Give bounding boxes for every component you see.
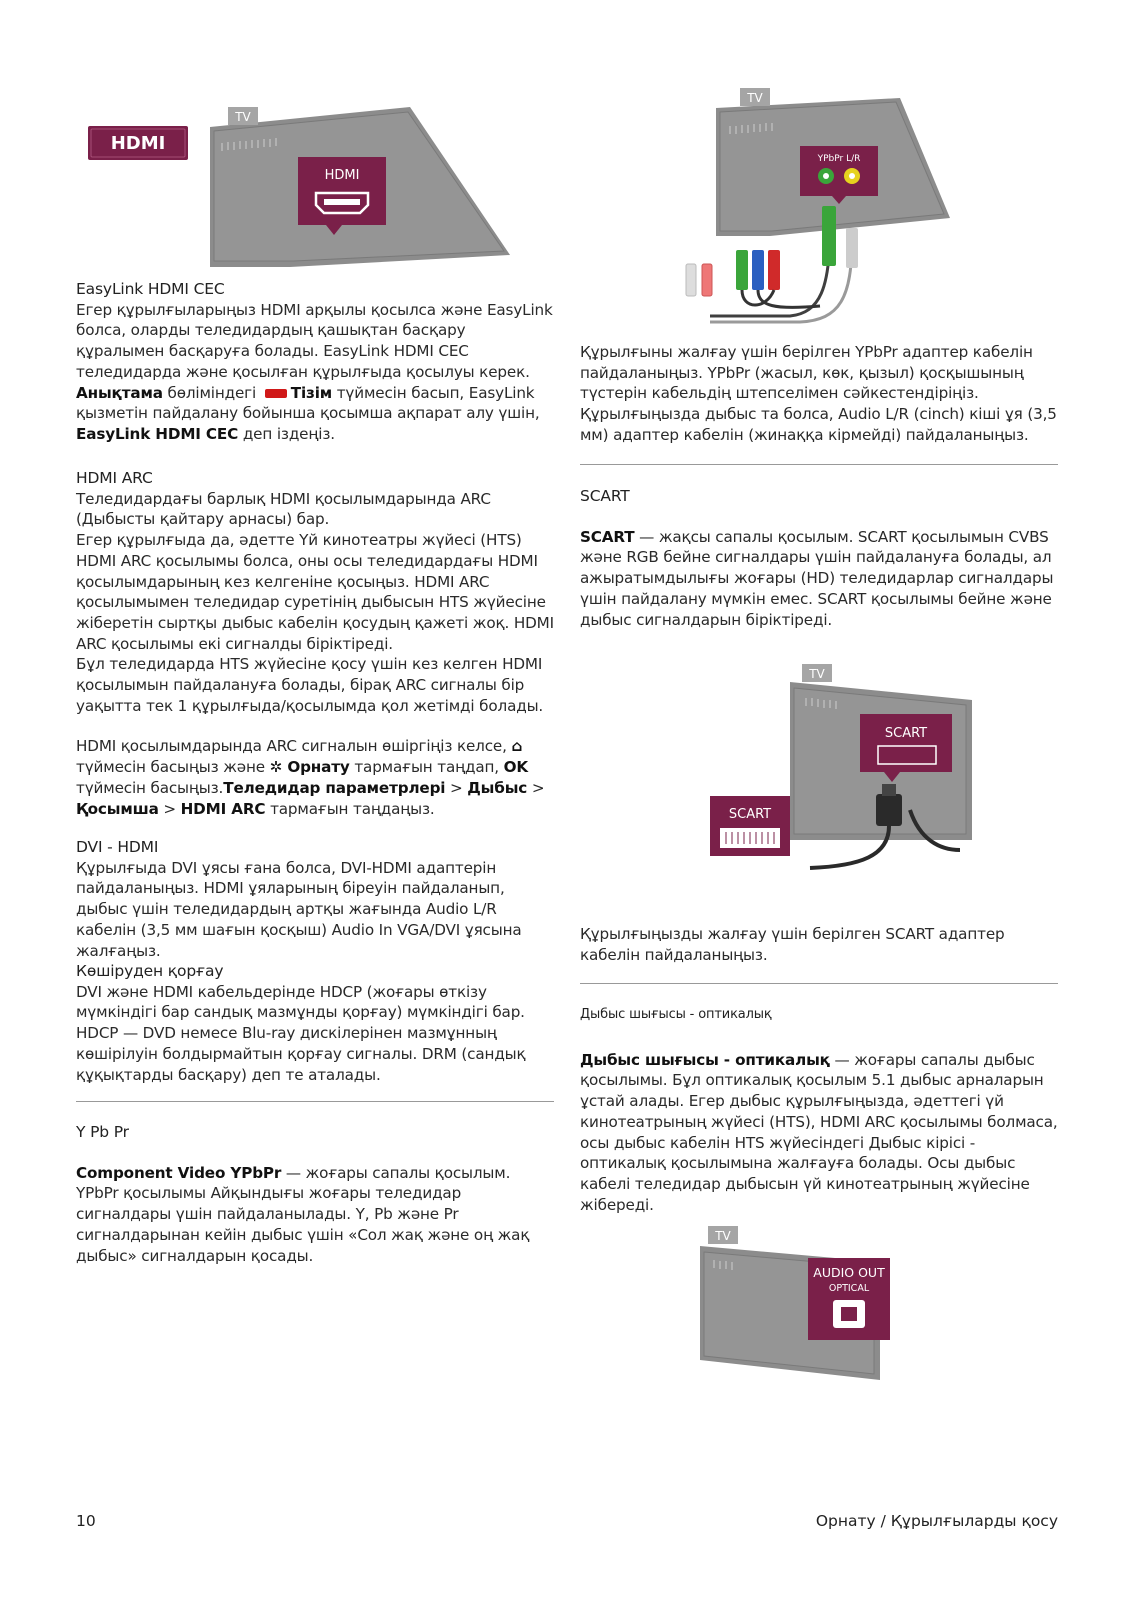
hdmi-arc-paragraph-2: Егер құрылғыда да, әдетте Үй кинотеатры жүйесі (HTS) HDMI ARC қосылымы болса, оны осы теледидардағы HDMI қосылымдарының кез келгеніне қосыңыз. HDMI ARC қосылымымен теледидар суретінің дыбысын HTS жүйесіне жіберетін сыртқы дыбыс кабелін қосудың қажеті жоқ. HDMI ARC қосылымы екі сигналды біріктіреді. (76, 531, 554, 653)
scart-caption: Құрылғыңызды жалғау үшін берілген SCART адаптер кабелін пайдаланыңыз. (580, 925, 1005, 964)
scart-heading: SCART (580, 487, 630, 505)
scart-paragraph: SCART — жақсы сапалы қосылым. SCART қосылымын CVBS және RGB бейне сигналдары үшін пайдалануға болады, ал ажыратымдылығы жоғары (HD) теледидарлар сигналдары үшін пайдалану мүмкін емес. SCART қосылымы бейне және дыбыс сигналдарын біріктіреді. (580, 527, 1054, 629)
hdmi-arc-section (76, 468, 554, 819)
divider (76, 1101, 554, 1102)
hdmi-arc-heading: HDMI ARC (76, 469, 153, 487)
scart-section (580, 486, 1058, 630)
tv-tag (802, 664, 832, 682)
optical-paragraph: Дыбыс шығысы - оптикалық — жоғары сапалы дыбыс қосылымы. Бұл оптикалық қосылым 5.1 дыбыс арналарын ұстай алады. Егер дыбыс құрылғыңызда, әдеттегі үй кинотеатрының жүйесі (HTS), HDMI ARC қосылымы болмаса, осы дыбыс кабелін HTS жүйесіндегі Дыбыс кірісі - оптикалық қосылымына жалғауға болады. Осы дыбыс кабелі теледидар дыбысын үй кинотеатрының жүйесіне жібереді. (580, 1050, 1058, 1214)
svg-text:TV: TV (715, 1229, 731, 1243)
easylink-paragraph-2: Анықтама бөліміндегі Тізім түймесін басып, EasyLink қызметін пайдалану бойынша қосымша ақпарат алу үшін, EasyLink HDMI CEC деп іздеңіз. (76, 383, 540, 443)
easylink-section (76, 279, 554, 445)
svg-text:TV: TV (235, 110, 251, 124)
hdmi-logo (88, 126, 188, 160)
hdmi-arc-paragraph-3: Бұл теледидарда HTS жүйесіне қосу үшін кез келген HDMI қосылымын пайдалануға болады, бірақ ARC сигналы бір уақытта тек 1 құрылғыда/қосылымда қол жетімді болады. (76, 655, 544, 715)
ypbpr-port-box (800, 146, 878, 204)
home-icon: ⌂ (511, 737, 523, 756)
dvi-hdmi-paragraph: Құрылғыда DVI ұясы ғана болса, DVI-HDMI адаптерін пайдаланыңыз. HDMI ұяларының біреуін пайдаланып, дыбыс үшін теледидардың артқы жағында Audio L/R кабелін (3,5 мм шағын қосқыш) Audio In VGA/DVI ұясына жалғаңыз. (76, 858, 522, 960)
copy-protection-paragraph: DVI және HDMI кабельдерінде HDCP (жоғары өткізу мүмкіндігі бар сандық мазмұнды қорғау) мүмкіндігі бар. HDCP — DVD немесе Blu-ray дискілерінен мазмұнның көшірілуін болдырмайтын қорғау сигналы. DRM (сандық құқықтарды басқару) деп те аталады. (76, 982, 526, 1084)
audio-out-label: AUDIO OUT (813, 1265, 885, 1280)
gear-icon: ✲ (269, 758, 283, 777)
divider (580, 464, 1058, 465)
ypbpr-tv-figure (670, 88, 980, 334)
footer-section-title: Орнату / Құрылғыларды қосу (815, 1512, 1058, 1530)
audio-out-port-box (808, 1258, 890, 1340)
tv-tag (708, 1226, 738, 1244)
scart-port-box (860, 714, 952, 782)
optical-heading: Дыбыс шығысы - оптикалық (580, 1007, 772, 1022)
scart-device-box (710, 796, 790, 856)
ypbpr-caption: Құрылғыны жалғау үшін берілген YPbPr адаптер кабелін пайдаланыңыз. YPbPr (жасыл, көк, қызыл) қосқышының түстерін кабельдің штепселімен сәйкестендіріңіз. Құрылғыңызда дыбыс та болса, Audio L/R (cinch) кіші ұя (3,5 мм) адаптер кабелін (жинаққа кірмейді) пайдаланыңыз. (580, 343, 1057, 444)
tv-tag (740, 88, 770, 106)
scart-tv-figure (710, 660, 980, 875)
page-number: 10 (76, 1512, 96, 1530)
hdmi-port-label: HDMI (324, 168, 360, 183)
svg-text:TV: TV (809, 667, 825, 681)
ypbpr-heading: Y Pb Pr (76, 1123, 129, 1141)
copy-protection-section (76, 961, 554, 1085)
scart-port-label: SCART (884, 726, 928, 741)
easylink-heading: EasyLink HDMI CEC (76, 280, 225, 298)
easylink-paragraph-1: Егер құрылғыларыңыз HDMI арқылы қосылса және EasyLink болса, оларды теледидардың қашықтан басқару құралымен басқаруға болады. EasyLink HDMI CEC теледидарда және қосылған құрылғыда қосылуы керек. (76, 300, 553, 381)
hdmi-arc-paragraph-1: Теледидардағы барлық HDMI қосылымдарында ARC (Дыбысты қайтару арнасы) бар. (76, 489, 491, 529)
ypbpr-paragraph: Component Video YPbPr — жоғары сапалы қосылым. YPbPr қосылымы Айқындығы жоғары теледидар сигналдары үшін пайдаланылады. Y, Pb және Pr сигналдарынан кейін дыбыс үшін «Сол жақ және оң жақ дыбыс» сигналдарын қосады. (76, 1163, 530, 1265)
ypbpr-port-label: YPbPr L/R (817, 154, 861, 164)
component-plugs (686, 250, 820, 307)
hdmi-port-box (298, 157, 386, 235)
optical-section (580, 1005, 1058, 1215)
audio-out-figure (700, 1220, 900, 1385)
ypbpr-section (76, 1122, 554, 1266)
svg-text:TV: TV (747, 91, 763, 105)
hdmi-logo-text: HDMI (110, 133, 166, 154)
optical-label: OPTICAL (828, 1283, 870, 1294)
dvi-hdmi-section (76, 837, 554, 961)
dvi-hdmi-heading: DVI - HDMI (76, 838, 159, 856)
tv-tag (228, 107, 258, 125)
hdmi-tv-figure (210, 107, 540, 267)
divider (580, 983, 1058, 984)
copy-protection-heading: Көшіруден қорғау (76, 962, 224, 980)
scart-device-label: SCART (728, 807, 772, 822)
hdmi-arc-paragraph-4: HDMI қосылымдарында ARC сигналын өшіргіңіз келсе, ⌂ түймесін басыңыз және ✲ Орнату тармағын таңдап, OK түймесін басыңыз.Теледидар параметрлері > Дыбыс > Қосымша > HDMI ARC тармағын таңдаңыз. (76, 737, 545, 818)
red-key-icon (265, 389, 287, 398)
